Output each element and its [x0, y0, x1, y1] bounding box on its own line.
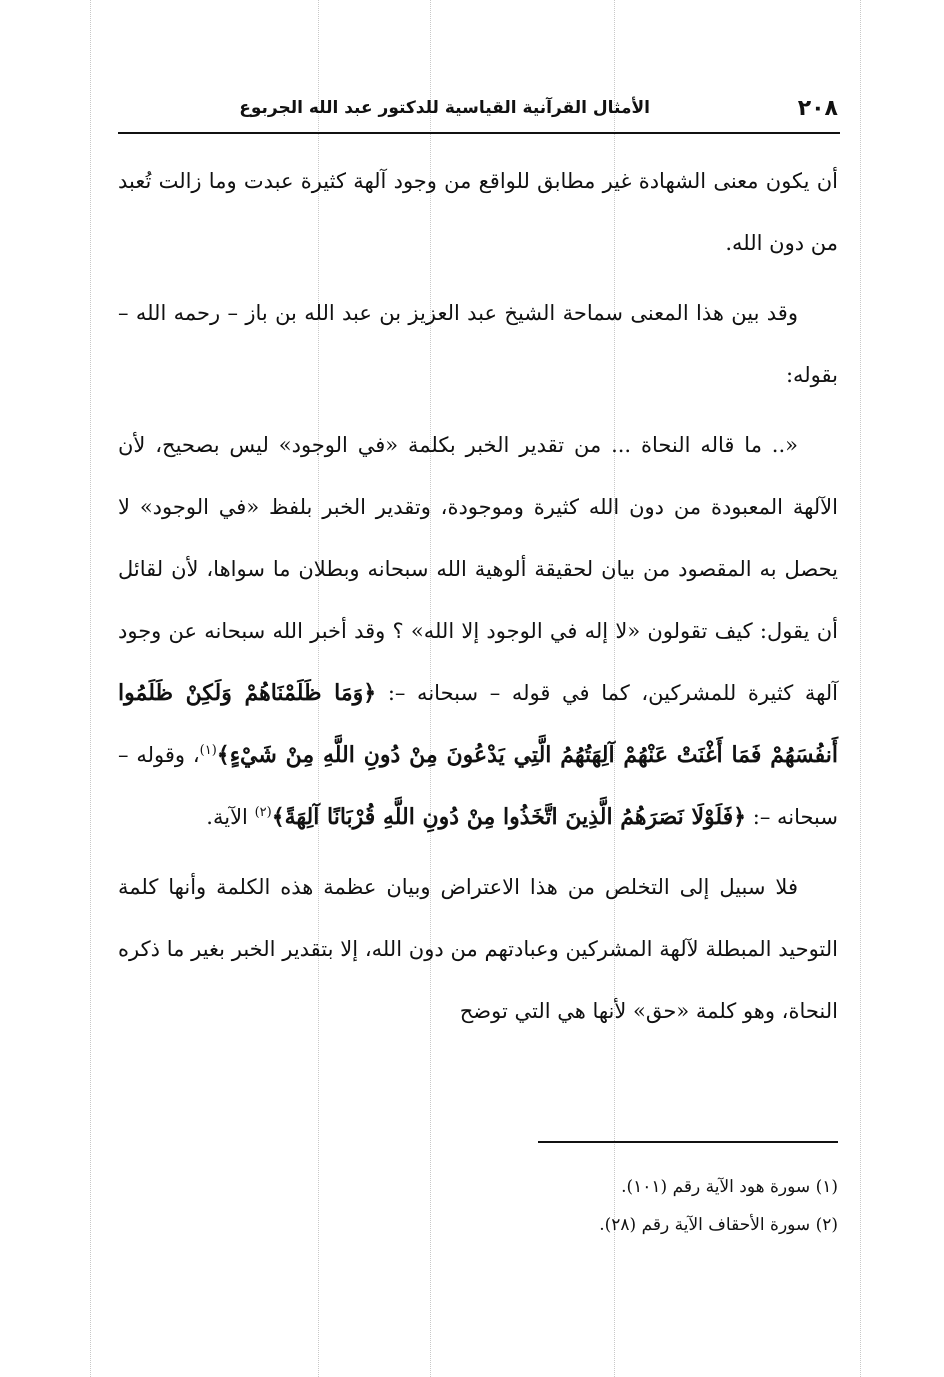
body-text — [118, 150, 838, 1042]
footnote: (٢) سورة الأحقاف الآية رقم (٢٨). — [599, 1215, 838, 1235]
paragraph: فلا سبيل إلى التخلص من هذا الاعتراض وبيان عظمة هذه الكلمة وأنها كلمة التوحيد المبطلة لآلهة المشركين وعبادتهم من دون الله، إلا بتقدير الخبر بغير ما ذكره النحاة، وهو كلمة «حق» لأنها هي التي توضح — [118, 875, 838, 1023]
paragraph: وقد بين هذا المعنى سماحة الشيخ عبد العزيز بن عبد الله بن باز – رحمه الله – بقوله: — [118, 301, 838, 387]
quote-text: الآية. — [206, 805, 255, 829]
footnote-divider — [538, 1141, 838, 1143]
page-number: ٢٠٨ — [797, 96, 838, 121]
quran-verse: ﴿فَلَوْلَا نَصَرَهُمُ الَّذِينَ اتَّخَذُوا مِنْ دُونِ اللَّهِ قُرْبَانًا آلِهَةً﴾ — [271, 804, 747, 830]
footnote: (١) سورة هود الآية رقم (١٠١). — [621, 1177, 838, 1197]
running-title: الأمثال القرآنية القياسية للدكتور عبد الله الجربوع — [239, 98, 650, 118]
page-header — [118, 96, 840, 134]
quote-text: ، وقوله – سبحانه –: — [118, 743, 838, 829]
quoted-paragraph — [118, 414, 838, 848]
scan-guide-line — [90, 0, 91, 1377]
scan-guide-line — [860, 0, 861, 1377]
footnote-ref: (١) — [199, 743, 217, 758]
quote-text: «.. ما قاله النحاة ... من تقدير الخبر بكلمة «في الوجود» ليس بصحيح، لأن الآلهة المعبودة من دون الله كثيرة وموجودة، وتقدير الخبر بلفظ «في الوجود» لا يحصل به المقصود من بيان لحقيقة ألوهية الله سبحانه وبطلان ما سواها، لأن لقائل أن يقول: كيف تقولون «لا إله في الوجود إلا الله» ؟ وقد أخبر الله سبحانه عن وجود آلهة كثيرة للمشركين، كما في قوله – سبحانه –: — [118, 433, 839, 705]
footnote-ref: (٢) — [254, 805, 272, 820]
paragraph: أن يكون معنى الشهادة غير مطابق للواقع من وجود آلهة كثيرة عبدت وما زالت تُعبد من دون الله. — [118, 169, 838, 255]
quran-verse: ﴿وَمَا ظَلَمْنَاهُمْ وَلَكِنْ ظَلَمُوا أَنفُسَهُمْ فَمَا أَغْنَتْ عَنْهُمْ آلِهَتُهُمُ الَّتِي يَدْعُونَ مِنْ دُونِ اللَّهِ مِنْ شَيْءٍ﴾ — [118, 680, 838, 768]
footnotes — [300, 1168, 838, 1244]
